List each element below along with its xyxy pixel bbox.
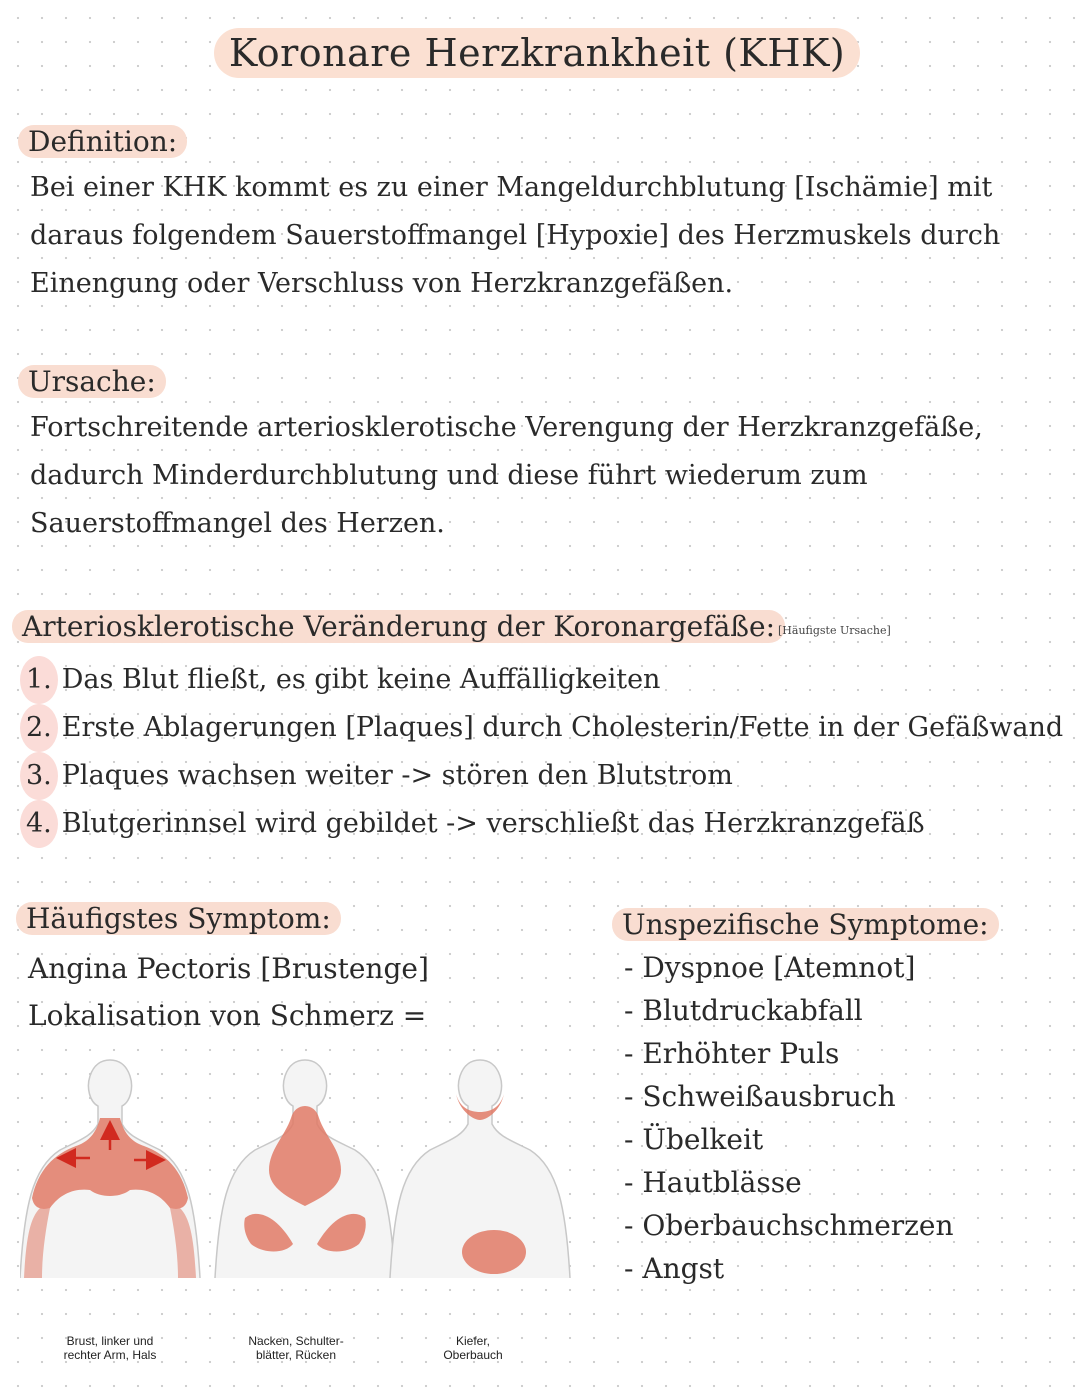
step-text: Blutgerinnsel wird gebildet -> verschließt das Herzkranzgefäß	[61, 808, 925, 839]
list-item: - Dyspnoe [Atemnot]	[624, 951, 916, 984]
list-item: - Blutdruckabfall	[624, 994, 863, 1027]
list-item: - Angst	[624, 1252, 725, 1285]
pain-area-upper-abdomen	[462, 1230, 526, 1274]
cause-heading: Ursache:	[18, 363, 166, 401]
unspecific-list	[624, 946, 954, 1290]
figure-neck-shoulders-back	[215, 1060, 395, 1278]
step-text: Plaques wachsen weiter -> stören den Blutstrom	[61, 760, 733, 791]
list-item: - Oberbauchschmerzen	[624, 1209, 954, 1242]
definition-line: Bei einer KHK kommt es zu einer Mangeldurchblutung [Ischämie] mit	[30, 172, 993, 203]
list-item	[20, 800, 1063, 848]
body-illustrations	[20, 1058, 600, 1358]
main-symptom-line: Angina Pectoris [Brustenge]	[28, 952, 429, 985]
step-text: Erste Ablagerungen [Plaques] durch Cholesterin/Fette in der Gefäßwand	[61, 712, 1064, 743]
step-text: Das Blut fließt, es gibt keine Auffälligkeiten	[61, 664, 661, 695]
change-steps	[20, 656, 1063, 848]
unspecific-heading: Unspezifische Symptome:	[612, 906, 999, 944]
figure-chest-arms-neck	[20, 1060, 200, 1278]
page-title: Koronare Herzkrankheit (KHK)	[214, 28, 860, 78]
list-item: - Erhöhter Puls	[624, 1037, 840, 1070]
figure-caption: Brust, linker und rechter Arm, Hals	[63, 1334, 157, 1362]
list-item	[20, 656, 1063, 704]
list-item: - Hautblässe	[624, 1166, 802, 1199]
change-note: [Häufigste Ursache]	[778, 624, 891, 637]
definition-heading: Definition:	[18, 123, 187, 161]
main-symptom-heading: Häufigstes Symptom:	[16, 900, 341, 938]
pain-location-figures	[20, 1058, 600, 1362]
step-number: 1.	[20, 656, 58, 704]
step-number: 4.	[20, 800, 58, 848]
definition-text	[30, 164, 1000, 308]
figure-caption: Kiefer, Oberbauch	[443, 1334, 503, 1362]
list-item: - Schweißausbruch	[624, 1080, 896, 1113]
list-item	[20, 752, 1063, 800]
list-item	[20, 704, 1063, 752]
cause-line: dadurch Minderdurchblutung und diese führt wiederum zum	[30, 460, 868, 491]
cause-line: Fortschreitende arteriosklerotische Verengung der Herzkranzgefäße,	[30, 412, 983, 443]
cause-line: Sauerstoffmangel des Herzen.	[30, 508, 445, 539]
step-number: 3.	[20, 752, 58, 800]
figure-caption: Nacken, Schulter- blätter, Rücken	[248, 1334, 344, 1362]
cause-text	[30, 404, 983, 548]
list-item: - Übelkeit	[624, 1123, 764, 1156]
definition-line: Einengung oder Verschluss von Herzkranzgefäßen.	[30, 268, 734, 299]
step-number: 2.	[20, 704, 58, 752]
definition-line: daraus folgendem Sauerstoffmangel [Hypoxie] des Herzmuskels durch	[30, 220, 1001, 251]
change-heading: Arteriosklerotische Veränderung der Koronargefäße:	[12, 608, 785, 646]
pain-location-line: Lokalisation von Schmerz =	[28, 999, 427, 1032]
figure-jaw-abdomen	[390, 1060, 570, 1278]
